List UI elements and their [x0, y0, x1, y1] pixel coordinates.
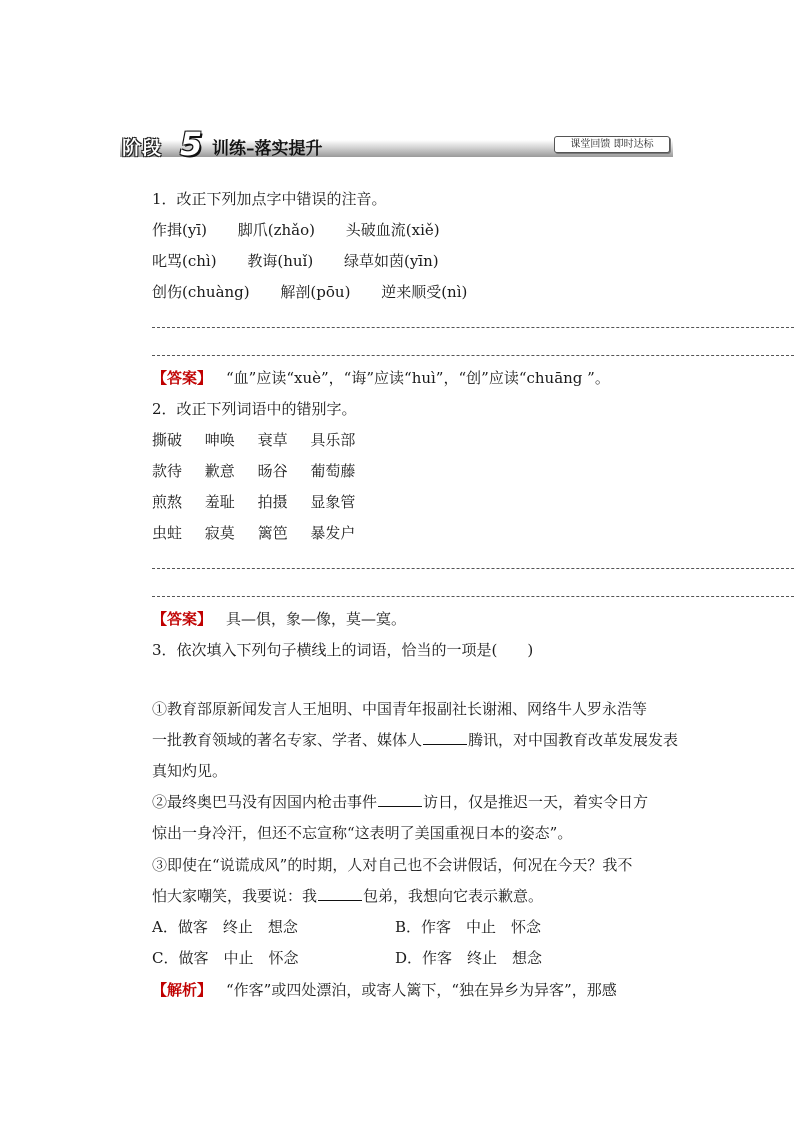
q2-word: 暴发户 [310, 524, 356, 542]
q2-word: 撕破 [152, 431, 183, 449]
q2-word: 歉意 [204, 462, 235, 480]
q1-item: 解剖(pōu) [280, 283, 351, 301]
q3-sentence-3-line-2 [152, 886, 543, 906]
q3-analysis [152, 980, 617, 1000]
fill-blank [318, 886, 362, 901]
q3-sentence-2-line-1 [152, 792, 648, 812]
answer-line [152, 355, 794, 356]
stage-label: 阶段 [122, 137, 163, 159]
q1-item: 头破血流(xiě) [345, 221, 440, 239]
q3-sentence-2-line-2: 惊出一身冷汗，但还不忘宣称“这表明了美国重视日本的姿态”。 [152, 824, 573, 842]
q1-answer [152, 368, 610, 388]
answer-line [152, 327, 794, 328]
q1-item: 教诲(huǐ) [247, 252, 314, 270]
q1-item: 作揖(yī) [152, 221, 207, 239]
q3-options-row-1 [152, 917, 298, 937]
q1-prompt: 1．改正下列加点字中错误的注音。 [152, 190, 387, 208]
fill-blank [423, 730, 467, 745]
answer-line [152, 568, 794, 569]
q2-word: 款待 [152, 462, 183, 480]
q1-item: 逆来顺受(nì) [381, 283, 468, 301]
option-b[interactable]: B．作客 中止 怀念 [395, 918, 542, 936]
q2-word: 呻唤 [204, 431, 235, 449]
q2-row-1 [152, 430, 355, 450]
answer-text: “血”应读“xuè”，“诲”应读“huì”，“创”应读“chuāng ”。 [226, 369, 610, 387]
q2-word: 具乐部 [310, 431, 356, 449]
q2-word: 葡萄藤 [310, 462, 356, 480]
q3-sentence-1-line-2 [152, 730, 678, 750]
answer-text: 具—俱，象—像，莫—寞。 [226, 610, 407, 628]
q2-prompt: 2．改正下列词语中的错别字。 [152, 400, 357, 418]
option-a[interactable]: A．做客 终止 想念 [152, 918, 298, 936]
q3-sentence-3-line-1: ③即使在“说谎成风”的时期，人对自己也不会讲假话，何况在今天？我不 [152, 856, 633, 874]
fill-blank [378, 792, 422, 807]
q3-text: 一批教育领域的著名专家、学者、媒体人 [152, 731, 423, 749]
stage-number: 5 [180, 125, 203, 163]
q2-word: 煎熬 [152, 493, 183, 511]
header-badge: 课堂回馈 即时达标 [554, 136, 670, 153]
q1-item: 脚爪(zhǎo) [237, 221, 316, 239]
q2-word: 旸谷 [257, 462, 288, 480]
q2-word: 羞耻 [204, 493, 235, 511]
q2-row-3 [152, 492, 355, 512]
option-c[interactable]: C．做客 中止 怀念 [152, 949, 299, 967]
q3-sentence-1-line-1: ①教育部原新闻发言人王旭明、中国青年报副社长谢湘、网络牛人罗永浩等 [152, 700, 648, 718]
q3-text: ②最终奥巴马没有因国内枪击事件 [152, 793, 378, 811]
q2-word: 虫蛀 [152, 524, 183, 542]
q3-text: 访日，仅是推迟一天，着实令日方 [423, 793, 649, 811]
q3-sentence-1-line-3: 真知灼见。 [152, 762, 228, 780]
q2-word: 拍摄 [257, 493, 288, 511]
answer-tag: 【答案】 [152, 610, 213, 628]
analysis-tag: 【解析】 [152, 981, 213, 999]
q1-row-3 [152, 282, 467, 302]
q2-row-2 [152, 461, 355, 481]
q3-text: 腾讯，对中国教育改革发展发表 [468, 731, 679, 749]
q2-row-4 [152, 523, 355, 543]
q3-options-row-2 [152, 948, 298, 968]
q1-row-1 [152, 220, 440, 240]
q1-row-2 [152, 251, 439, 271]
answer-line [152, 596, 794, 597]
answer-tag: 【答案】 [152, 369, 213, 387]
section-title: 训练–落实提升 [212, 139, 323, 159]
q2-word: 显象管 [310, 493, 356, 511]
q2-word: 衰草 [257, 431, 288, 449]
option-d[interactable]: D．作客 终止 想念 [395, 949, 543, 967]
q3-text: 包弟，我想向它表示歉意。 [363, 887, 544, 905]
q2-word: 篱笆 [257, 524, 288, 542]
q1-item: 叱骂(chì) [152, 252, 217, 270]
q2-word: 寂莫 [204, 524, 235, 542]
analysis-text: “作客”或四处漂泊，或寄人篱下，“独在异乡为异客”，那感 [226, 981, 617, 999]
q3-text: 怕大家嘲笑，我要说：我 [152, 887, 318, 905]
q1-item: 绿草如茵(yīn) [343, 252, 439, 270]
q1-item: 创伤(chuàng) [152, 283, 250, 301]
q2-answer [152, 609, 406, 629]
q3-prompt: 3．依次填入下列句子横线上的词语，恰当的一项是( ) [152, 641, 534, 659]
section-header [120, 125, 673, 163]
